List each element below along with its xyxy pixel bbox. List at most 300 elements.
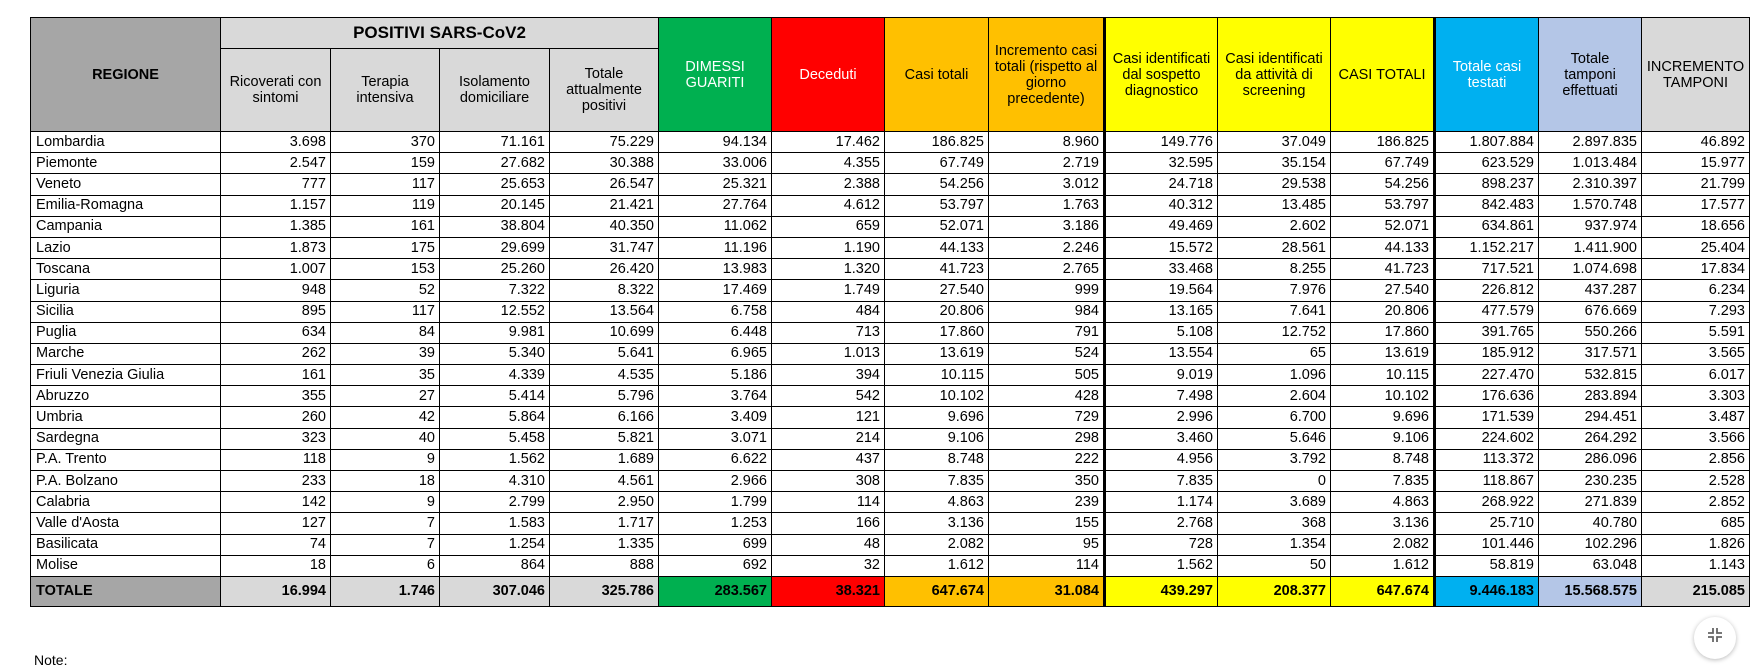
value-cell: 127 — [221, 513, 331, 534]
table-row — [31, 195, 1750, 216]
value-cell: 40.780 — [1539, 513, 1642, 534]
value-cell: 1.335 — [550, 534, 659, 555]
value-cell: 32.595 — [1105, 153, 1218, 174]
value-cell: 888 — [550, 555, 659, 576]
value-cell: 791 — [989, 322, 1105, 343]
value-cell: 8.748 — [1331, 449, 1435, 470]
value-cell: 9.696 — [1331, 407, 1435, 428]
value-cell: 713 — [772, 322, 885, 343]
region-name-cell: Abruzzo — [31, 386, 221, 407]
value-cell: 71.161 — [440, 132, 550, 153]
header-incremento-casi: Incremento casi totali (rispetto al giorno precedente) — [989, 18, 1105, 132]
value-cell: 17.462 — [772, 132, 885, 153]
header-regione: REGIONE — [31, 18, 221, 132]
value-cell: 542 — [772, 386, 885, 407]
region-name-cell: Liguria — [31, 280, 221, 301]
value-cell: 53.797 — [885, 195, 989, 216]
value-cell: 20.806 — [885, 301, 989, 322]
value-cell: 3.764 — [659, 386, 772, 407]
value-cell: 3.409 — [659, 407, 772, 428]
value-cell: 41.723 — [885, 259, 989, 280]
value-cell: 1.826 — [1642, 534, 1750, 555]
value-cell: 142 — [221, 492, 331, 513]
value-cell: 48 — [772, 534, 885, 555]
value-cell: 25.404 — [1642, 237, 1750, 258]
value-cell: 10.115 — [885, 365, 989, 386]
value-cell: 728 — [1105, 534, 1218, 555]
value-cell: 113.372 — [1435, 449, 1539, 470]
value-cell: 67.749 — [885, 153, 989, 174]
value-cell: 3.565 — [1642, 343, 1750, 364]
value-cell: 699 — [659, 534, 772, 555]
value-cell: 262 — [221, 343, 331, 364]
value-cell: 717.521 — [1435, 259, 1539, 280]
value-cell: 159 — [331, 153, 440, 174]
table-row — [31, 534, 1750, 555]
region-name-cell: Marche — [31, 343, 221, 364]
value-cell: 40 — [331, 428, 440, 449]
value-cell: 42 — [331, 407, 440, 428]
value-cell: 0 — [1218, 471, 1331, 492]
value-cell: 25.321 — [659, 174, 772, 195]
value-cell: 27.540 — [885, 280, 989, 301]
value-cell: 1.143 — [1642, 555, 1750, 576]
value-cell: 49.469 — [1105, 216, 1218, 237]
value-cell: 1.717 — [550, 513, 659, 534]
value-cell: 8.960 — [989, 132, 1105, 153]
value-cell: 323 — [221, 428, 331, 449]
value-cell: 2.950 — [550, 492, 659, 513]
region-name-cell: Sicilia — [31, 301, 221, 322]
value-cell: 286.096 — [1539, 449, 1642, 470]
value-cell: 19.564 — [1105, 280, 1218, 301]
value-cell: 2.602 — [1218, 216, 1331, 237]
table-row — [31, 449, 1750, 470]
region-name-cell: Lombardia — [31, 132, 221, 153]
value-cell: 2.765 — [989, 259, 1105, 280]
value-cell: 25.653 — [440, 174, 550, 195]
value-cell: 10.102 — [1331, 386, 1435, 407]
value-cell: 20.145 — [440, 195, 550, 216]
header-totale-tamponi: Totale tamponi effettuati — [1539, 18, 1642, 132]
value-cell: 24.718 — [1105, 174, 1218, 195]
value-cell: 6.448 — [659, 322, 772, 343]
value-cell: 1.807.884 — [1435, 132, 1539, 153]
region-name-cell: P.A. Trento — [31, 449, 221, 470]
value-cell: 25.710 — [1435, 513, 1539, 534]
total-value-cell: 38.321 — [772, 576, 885, 606]
total-label-cell: TOTALE — [31, 576, 221, 606]
table-row — [31, 174, 1750, 195]
value-cell: 52.071 — [1331, 216, 1435, 237]
value-cell: 230.235 — [1539, 471, 1642, 492]
value-cell: 161 — [221, 365, 331, 386]
value-cell: 4.863 — [1331, 492, 1435, 513]
value-cell: 161 — [331, 216, 440, 237]
value-cell: 102.296 — [1539, 534, 1642, 555]
value-cell: 175 — [331, 237, 440, 258]
value-cell: 2.604 — [1218, 386, 1331, 407]
value-cell: 2.082 — [1331, 534, 1435, 555]
value-cell: 4.561 — [550, 471, 659, 492]
value-cell: 227.470 — [1435, 365, 1539, 386]
total-value-cell: 208.377 — [1218, 576, 1331, 606]
table-row — [31, 386, 1750, 407]
value-cell: 50 — [1218, 555, 1331, 576]
value-cell: 11.062 — [659, 216, 772, 237]
region-name-cell: Basilicata — [31, 534, 221, 555]
header-deceduti: Deceduti — [772, 18, 885, 132]
value-cell: 67.749 — [1331, 153, 1435, 174]
value-cell: 10.699 — [550, 322, 659, 343]
region-name-cell: Piemonte — [31, 153, 221, 174]
value-cell: 21.799 — [1642, 174, 1750, 195]
value-cell: 32 — [772, 555, 885, 576]
value-cell: 33.468 — [1105, 259, 1218, 280]
value-cell: 35 — [331, 365, 440, 386]
value-cell: 937.974 — [1539, 216, 1642, 237]
header-casi-screening: Casi identificati da attività di screening — [1218, 18, 1331, 132]
value-cell: 8.322 — [550, 280, 659, 301]
value-cell: 1.254 — [440, 534, 550, 555]
value-cell: 2.719 — [989, 153, 1105, 174]
value-cell: 532.815 — [1539, 365, 1642, 386]
table-row — [31, 365, 1750, 386]
region-name-cell: Veneto — [31, 174, 221, 195]
value-cell: 5.821 — [550, 428, 659, 449]
value-cell: 224.602 — [1435, 428, 1539, 449]
value-cell: 27 — [331, 386, 440, 407]
value-cell: 437.287 — [1539, 280, 1642, 301]
table-row — [31, 471, 1750, 492]
value-cell: 10.115 — [1331, 365, 1435, 386]
value-cell: 2.897.835 — [1539, 132, 1642, 153]
value-cell: 2.310.397 — [1539, 174, 1642, 195]
value-cell: 15.977 — [1642, 153, 1750, 174]
value-cell: 118 — [221, 449, 331, 470]
value-cell: 355 — [221, 386, 331, 407]
value-cell: 95 — [989, 534, 1105, 555]
value-cell: 729 — [989, 407, 1105, 428]
value-cell: 1.013 — [772, 343, 885, 364]
value-cell: 21.421 — [550, 195, 659, 216]
total-value-cell: 16.994 — [221, 576, 331, 606]
value-cell: 4.339 — [440, 365, 550, 386]
value-cell: 6.234 — [1642, 280, 1750, 301]
value-cell: 2.966 — [659, 471, 772, 492]
value-cell: 2.768 — [1105, 513, 1218, 534]
region-name-cell: P.A. Bolzano — [31, 471, 221, 492]
value-cell: 7 — [331, 513, 440, 534]
value-cell: 2.528 — [1642, 471, 1750, 492]
value-cell: 3.689 — [1218, 492, 1331, 513]
collapse-button[interactable] — [1694, 617, 1736, 659]
value-cell: 186.825 — [885, 132, 989, 153]
value-cell: 317.571 — [1539, 343, 1642, 364]
value-cell: 33.006 — [659, 153, 772, 174]
value-cell: 264.292 — [1539, 428, 1642, 449]
value-cell: 30.388 — [550, 153, 659, 174]
value-cell: 39 — [331, 343, 440, 364]
value-cell: 6.017 — [1642, 365, 1750, 386]
value-cell: 149.776 — [1105, 132, 1218, 153]
value-cell: 52 — [331, 280, 440, 301]
value-cell: 25.260 — [440, 259, 550, 280]
value-cell: 119 — [331, 195, 440, 216]
value-cell: 3.460 — [1105, 428, 1218, 449]
value-cell: 17.860 — [1331, 322, 1435, 343]
value-cell: 3.136 — [1331, 513, 1435, 534]
value-cell: 185.912 — [1435, 343, 1539, 364]
region-name-cell: Puglia — [31, 322, 221, 343]
value-cell: 13.619 — [885, 343, 989, 364]
table-row — [31, 513, 1750, 534]
value-cell: 391.765 — [1435, 322, 1539, 343]
value-cell: 1.873 — [221, 237, 331, 258]
value-cell: 368 — [1218, 513, 1331, 534]
table-row — [31, 259, 1750, 280]
value-cell: 3.012 — [989, 174, 1105, 195]
value-cell: 6.758 — [659, 301, 772, 322]
total-value-cell: 15.568.575 — [1539, 576, 1642, 606]
table-body — [31, 132, 1750, 607]
value-cell: 28.561 — [1218, 237, 1331, 258]
value-cell: 3.136 — [885, 513, 989, 534]
value-cell: 29.538 — [1218, 174, 1331, 195]
value-cell: 4.612 — [772, 195, 885, 216]
value-cell: 692 — [659, 555, 772, 576]
value-cell: 155 — [989, 513, 1105, 534]
region-name-cell: Campania — [31, 216, 221, 237]
value-cell: 74 — [221, 534, 331, 555]
value-cell: 233 — [221, 471, 331, 492]
value-cell: 484 — [772, 301, 885, 322]
region-name-cell: Valle d'Aosta — [31, 513, 221, 534]
value-cell: 1.689 — [550, 449, 659, 470]
value-cell: 4.535 — [550, 365, 659, 386]
value-cell: 171.539 — [1435, 407, 1539, 428]
table-row — [31, 343, 1750, 364]
value-cell: 4.863 — [885, 492, 989, 513]
value-cell: 294.451 — [1539, 407, 1642, 428]
value-cell: 7.835 — [1331, 471, 1435, 492]
value-cell: 13.564 — [550, 301, 659, 322]
value-cell: 27.540 — [1331, 280, 1435, 301]
value-cell: 35.154 — [1218, 153, 1331, 174]
value-cell: 676.669 — [1539, 301, 1642, 322]
value-cell: 40.312 — [1105, 195, 1218, 216]
header-terapia-intensiva: Terapia intensiva — [331, 49, 440, 132]
value-cell: 5.864 — [440, 407, 550, 428]
value-cell: 260 — [221, 407, 331, 428]
value-cell: 26.420 — [550, 259, 659, 280]
total-value-cell: 9.446.183 — [1435, 576, 1539, 606]
value-cell: 31.747 — [550, 237, 659, 258]
value-cell: 13.165 — [1105, 301, 1218, 322]
value-cell: 1.411.900 — [1539, 237, 1642, 258]
value-cell: 10.102 — [885, 386, 989, 407]
table-row — [31, 301, 1750, 322]
value-cell: 1.174 — [1105, 492, 1218, 513]
region-name-cell: Toscana — [31, 259, 221, 280]
value-cell: 6.166 — [550, 407, 659, 428]
value-cell: 9.019 — [1105, 365, 1218, 386]
header-totale-testati: Totale casi testati — [1435, 18, 1539, 132]
value-cell: 8.748 — [885, 449, 989, 470]
value-cell: 1.354 — [1218, 534, 1331, 555]
value-cell: 3.303 — [1642, 386, 1750, 407]
value-cell: 4.956 — [1105, 449, 1218, 470]
value-cell: 52.071 — [885, 216, 989, 237]
value-cell: 1.157 — [221, 195, 331, 216]
value-cell: 1.612 — [1331, 555, 1435, 576]
value-cell: 4.355 — [772, 153, 885, 174]
value-cell: 13.983 — [659, 259, 772, 280]
value-cell: 505 — [989, 365, 1105, 386]
value-cell: 12.552 — [440, 301, 550, 322]
value-cell: 9.696 — [885, 407, 989, 428]
value-cell: 1.007 — [221, 259, 331, 280]
value-cell: 1.570.748 — [1539, 195, 1642, 216]
value-cell: 634 — [221, 322, 331, 343]
value-cell: 7 — [331, 534, 440, 555]
value-cell: 41.723 — [1331, 259, 1435, 280]
value-cell: 114 — [772, 492, 885, 513]
value-cell: 2.856 — [1642, 449, 1750, 470]
table-row — [31, 153, 1750, 174]
value-cell: 5.591 — [1642, 322, 1750, 343]
value-cell: 101.446 — [1435, 534, 1539, 555]
value-cell: 4.310 — [440, 471, 550, 492]
value-cell: 17.834 — [1642, 259, 1750, 280]
value-cell: 7.835 — [885, 471, 989, 492]
table-row — [31, 407, 1750, 428]
value-cell: 44.133 — [1331, 237, 1435, 258]
value-cell: 524 — [989, 343, 1105, 364]
value-cell: 777 — [221, 174, 331, 195]
value-cell: 7.641 — [1218, 301, 1331, 322]
value-cell: 114 — [989, 555, 1105, 576]
value-cell: 350 — [989, 471, 1105, 492]
total-row — [31, 576, 1750, 606]
region-name-cell: Sardegna — [31, 428, 221, 449]
header-casi-totali-caps: CASI TOTALI — [1331, 18, 1435, 132]
value-cell: 117 — [331, 174, 440, 195]
header-casi-sospetto: Casi identificati dal sospetto diagnostico — [1105, 18, 1218, 132]
value-cell: 1.074.698 — [1539, 259, 1642, 280]
header-dimessi-guariti: DIMESSI GUARITI — [659, 18, 772, 132]
value-cell: 9 — [331, 492, 440, 513]
value-cell: 3.566 — [1642, 428, 1750, 449]
value-cell: 5.458 — [440, 428, 550, 449]
value-cell: 1.749 — [772, 280, 885, 301]
value-cell: 18 — [221, 555, 331, 576]
value-cell: 17.469 — [659, 280, 772, 301]
value-cell: 477.579 — [1435, 301, 1539, 322]
value-cell: 5.414 — [440, 386, 550, 407]
note-label: Note: — [34, 652, 68, 668]
region-name-cell: Umbria — [31, 407, 221, 428]
value-cell: 13.554 — [1105, 343, 1218, 364]
value-cell: 13.619 — [1331, 343, 1435, 364]
value-cell: 6.965 — [659, 343, 772, 364]
value-cell: 18.656 — [1642, 216, 1750, 237]
value-cell: 2.082 — [885, 534, 989, 555]
header-ricoverati: Ricoverati con sintomi — [221, 49, 331, 132]
value-cell: 5.641 — [550, 343, 659, 364]
header-totale-positivi: Totale attualmente positivi — [550, 49, 659, 132]
value-cell: 8.255 — [1218, 259, 1331, 280]
data-table-container — [30, 17, 1750, 607]
total-value-cell: 215.085 — [1642, 576, 1750, 606]
total-value-cell: 325.786 — [550, 576, 659, 606]
value-cell: 1.253 — [659, 513, 772, 534]
value-cell: 214 — [772, 428, 885, 449]
value-cell: 29.699 — [440, 237, 550, 258]
value-cell: 2.799 — [440, 492, 550, 513]
value-cell: 842.483 — [1435, 195, 1539, 216]
value-cell: 38.804 — [440, 216, 550, 237]
value-cell: 239 — [989, 492, 1105, 513]
region-name-cell: Calabria — [31, 492, 221, 513]
value-cell: 9 — [331, 449, 440, 470]
value-cell: 11.196 — [659, 237, 772, 258]
value-cell: 1.152.217 — [1435, 237, 1539, 258]
value-cell: 46.892 — [1642, 132, 1750, 153]
value-cell: 6 — [331, 555, 440, 576]
region-name-cell: Emilia-Romagna — [31, 195, 221, 216]
table-row — [31, 132, 1750, 153]
value-cell: 1.763 — [989, 195, 1105, 216]
value-cell: 58.819 — [1435, 555, 1539, 576]
value-cell: 948 — [221, 280, 331, 301]
value-cell: 84 — [331, 322, 440, 343]
value-cell: 1.612 — [885, 555, 989, 576]
value-cell: 1.096 — [1218, 365, 1331, 386]
header-incremento-tamponi: INCREMENTO TAMPONI — [1642, 18, 1750, 132]
value-cell: 118.867 — [1435, 471, 1539, 492]
value-cell: 5.340 — [440, 343, 550, 364]
value-cell: 226.812 — [1435, 280, 1539, 301]
table-row — [31, 280, 1750, 301]
value-cell: 7.835 — [1105, 471, 1218, 492]
value-cell: 394 — [772, 365, 885, 386]
value-cell: 5.796 — [550, 386, 659, 407]
value-cell: 623.529 — [1435, 153, 1539, 174]
total-value-cell: 1.746 — [331, 576, 440, 606]
value-cell: 1.385 — [221, 216, 331, 237]
value-cell: 2.852 — [1642, 492, 1750, 513]
value-cell: 283.894 — [1539, 386, 1642, 407]
value-cell: 271.839 — [1539, 492, 1642, 513]
table-row — [31, 322, 1750, 343]
value-cell: 13.485 — [1218, 195, 1331, 216]
value-cell: 17.577 — [1642, 195, 1750, 216]
value-cell: 27.682 — [440, 153, 550, 174]
value-cell: 3.698 — [221, 132, 331, 153]
header-isolamento: Isolamento domiciliare — [440, 49, 550, 132]
header-positivi-group: POSITIVI SARS-CoV2 — [221, 18, 659, 49]
value-cell: 37.049 — [1218, 132, 1331, 153]
value-cell: 895 — [221, 301, 331, 322]
region-name-cell: Molise — [31, 555, 221, 576]
table-row — [31, 216, 1750, 237]
value-cell: 18 — [331, 471, 440, 492]
value-cell: 2.246 — [989, 237, 1105, 258]
value-cell: 1.320 — [772, 259, 885, 280]
value-cell: 634.861 — [1435, 216, 1539, 237]
value-cell: 298 — [989, 428, 1105, 449]
